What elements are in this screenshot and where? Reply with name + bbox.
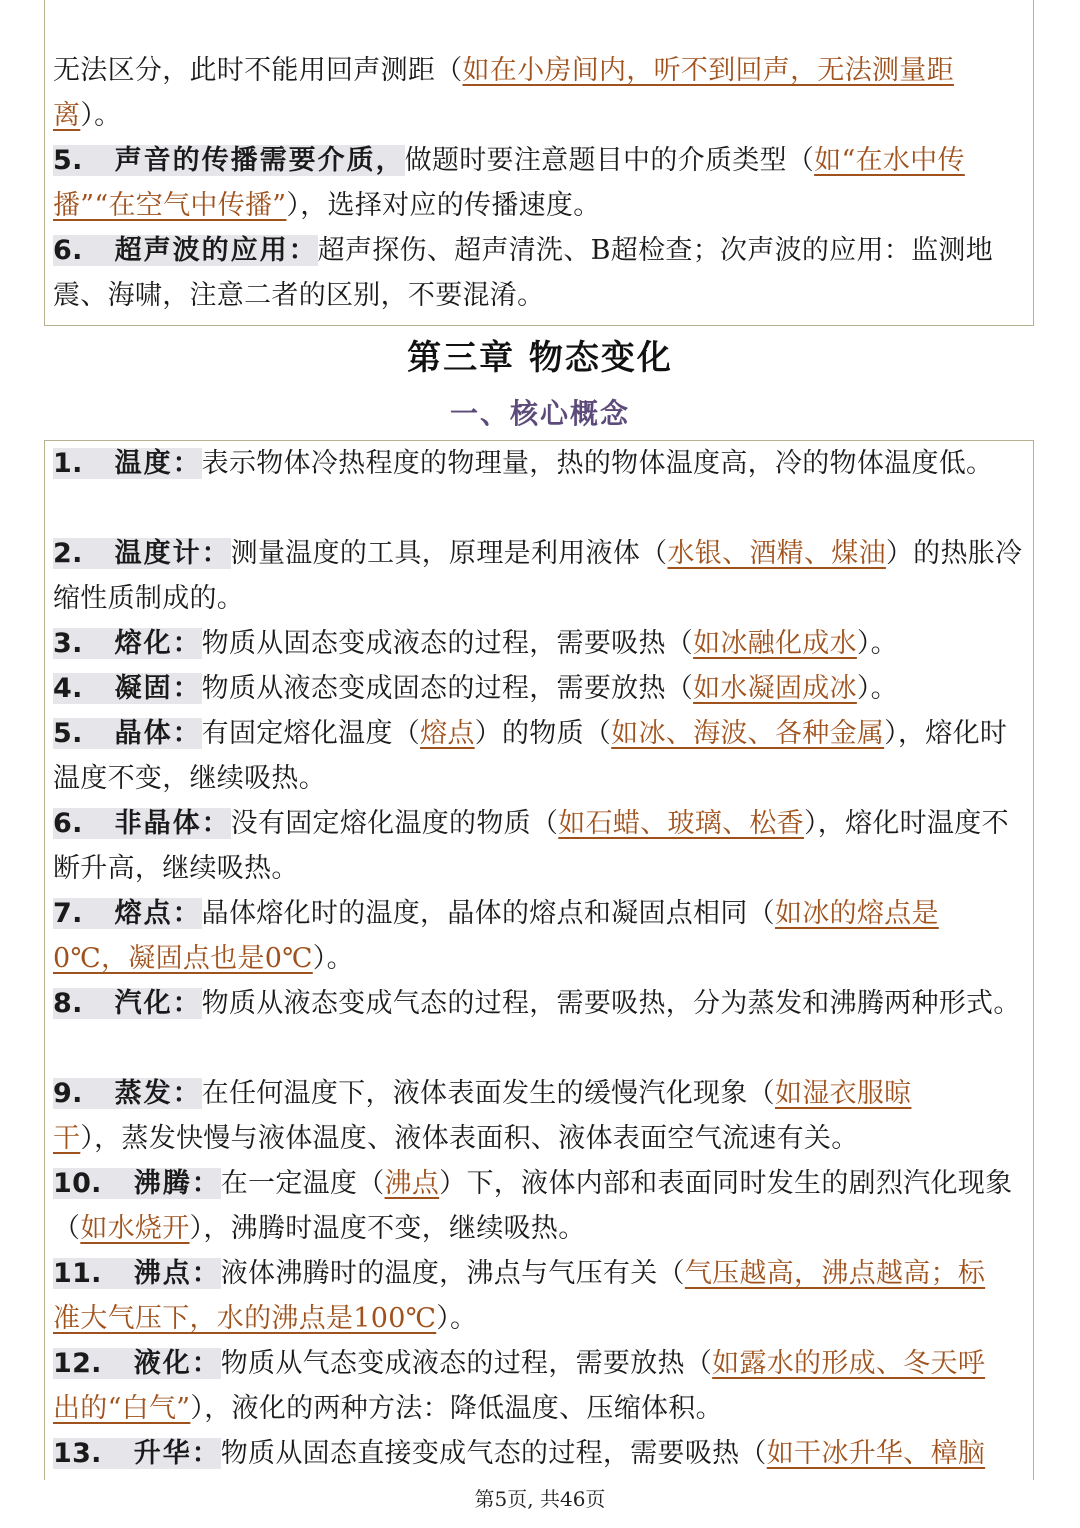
example-text: 熔点: [420, 718, 475, 749]
item-term: 沸腾：: [133, 1168, 221, 1199]
example-text: 气压越高，沸点越高；标: [684, 1258, 986, 1289]
chapter-title: 第三章 物态变化: [407, 338, 673, 378]
example-text: 如在小房间内，听不到回声，无法测量距: [462, 55, 954, 86]
paragraph-text: ）的物质（: [474, 718, 612, 749]
paragraph-text: ）。: [436, 1303, 478, 1334]
paragraph-text: ），蒸发快慢与液体温度、液体表面积、液体表面空气流速有关。: [80, 1123, 859, 1154]
list-item-11: [53, 1251, 1023, 1341]
item-number: 8.: [53, 988, 115, 1019]
item-term: 熔化：: [114, 628, 202, 659]
list-item-6: [53, 801, 1023, 891]
section-title: 一、核心概念: [449, 397, 630, 430]
item-term: 蒸发：: [114, 1078, 202, 1109]
paragraph-text: ），熔化时温度不断升高，继续吸热。: [53, 808, 1009, 884]
item-number: 2.: [53, 538, 115, 569]
item-term: 声音的传播需要介质，: [114, 145, 405, 176]
paragraph-text: ）的热胀冷缩性质制成的。: [53, 538, 1023, 614]
paragraph-text: ）下，液体内部和表面同时发生的剧烈汽化现象（: [53, 1168, 1013, 1244]
item-number: 10.: [53, 1168, 134, 1199]
item-term: 液化：: [133, 1348, 221, 1379]
example-text: 如冰融化成水: [693, 628, 857, 659]
item-term: 超声波的应用：: [114, 235, 318, 266]
example-text: 如冰的熔点是: [774, 898, 939, 929]
paragraph-text: ）。: [80, 100, 122, 131]
item-term: 升华：: [133, 1438, 221, 1469]
example-text: 准大气压下，水的沸点是100℃: [53, 1303, 437, 1334]
list-item-3: [53, 621, 1023, 666]
example-text: 离: [53, 100, 81, 131]
example-text: 沸点: [384, 1168, 440, 1199]
paragraph-text: ）。: [856, 673, 898, 704]
paragraph-text: ）。: [856, 628, 898, 659]
paragraph-text: 表示物体冷热程度的物理量，热的物体温度高，冷的物体温度低。: [201, 448, 994, 479]
paragraph-text: ），沸腾时温度不变，继续吸热。: [189, 1213, 586, 1244]
item-number: 6.: [53, 808, 115, 839]
continued-paragraph: [53, 48, 1023, 138]
item-number: 5.: [53, 145, 115, 176]
previous-section-box: [44, 0, 1034, 326]
item-number: 5.: [53, 718, 115, 749]
item-term: 非晶体：: [114, 808, 231, 839]
item-term: 汽化：: [114, 988, 202, 1019]
page-footer: 第5页, 共46页: [474, 1487, 606, 1511]
item-term: 凝固：: [114, 673, 202, 704]
example-text: 如石蜡、玻璃、松香: [558, 808, 804, 839]
paragraph-text: 没有固定熔化温度的物质（: [230, 808, 559, 839]
list-item-13: [53, 1431, 1023, 1476]
item-number: 11.: [53, 1258, 134, 1289]
example-text: 如冰、海波、各种金属: [611, 718, 885, 749]
paragraph-text: 测量温度的工具，原理是利用液体（: [230, 538, 668, 569]
list-item-7: [53, 891, 1023, 981]
item-term: 晶体：: [114, 718, 202, 749]
list-item-2: [53, 531, 1023, 621]
item-number: 12.: [53, 1348, 134, 1379]
example-text: 如水烧开: [80, 1213, 190, 1244]
example-text: 干: [53, 1123, 81, 1154]
paragraph-text: 物质从液态变成气态的过程，需要吸热，分为蒸发和沸腾两种形式。: [201, 988, 1021, 1019]
item-number: 4.: [53, 673, 115, 704]
item-term: 熔点：: [114, 898, 202, 929]
paragraph-text: 物质从固态变成液态的过程，需要吸热（: [201, 628, 694, 659]
list-item-5: [53, 711, 1023, 801]
paragraph-text: ），液化的两种方法：降低温度、压缩体积。: [190, 1393, 723, 1424]
paragraph-text: ），熔化时温度不变，继续吸热。: [53, 718, 1008, 794]
paragraph-text: 物质从固态直接变成气态的过程，需要吸热（: [220, 1438, 767, 1469]
list-item-1: [53, 441, 1023, 486]
paragraph-text: 在任何温度下，液体表面发生的缓慢汽化现象（: [201, 1078, 775, 1109]
example-text: 如干冰升华、樟脑: [766, 1438, 986, 1469]
example-text: 如“在水中传: [814, 145, 965, 176]
list-item-5: [53, 138, 1023, 228]
item-number: 7.: [53, 898, 115, 929]
list-item-10: [53, 1161, 1023, 1251]
example-text: 0℃，凝固点也是0℃: [53, 943, 313, 974]
item-number: 13.: [53, 1438, 134, 1469]
item-number: 6.: [53, 235, 115, 266]
paragraph-text: 液体沸腾时的温度，沸点与气压有关（: [220, 1258, 685, 1289]
item-number: 1.: [53, 448, 115, 479]
paragraph-text: 有固定熔化温度（: [201, 718, 421, 749]
example-text: 播”“在空气中传播”: [53, 190, 287, 221]
core-concepts-box: [44, 440, 1034, 1480]
paragraph-text: 超声探伤、超声清洗、B超检查；次声波的应用：监测地震、海啸，注意二者的区别，不要混淆。: [53, 235, 993, 311]
example-text: 出的“白气”: [53, 1393, 191, 1424]
paragraph-text: ），选择对应的传播速度。: [286, 190, 601, 221]
paragraph-text: 物质从液态变成固态的过程，需要放热（: [201, 673, 694, 704]
paragraph-text: 晶体熔化时的温度，晶体的熔点和凝固点相同（: [201, 898, 775, 929]
list-item-9: [53, 1071, 1023, 1161]
paragraph-text: 物质从气态变成液态的过程，需要放热（: [220, 1348, 713, 1379]
example-text: 水银、酒精、煤油: [667, 538, 886, 569]
item-term: 温度：: [114, 448, 202, 479]
example-text: 如露水的形成、冬天呼: [712, 1348, 986, 1379]
item-term: 温度计：: [114, 538, 231, 569]
paragraph-text: ）。: [312, 943, 354, 974]
paragraph-text: 无法区分，此时不能用回声测距（: [53, 55, 463, 86]
list-item-6: [53, 228, 1023, 318]
list-item-12: [53, 1341, 1023, 1431]
item-number: 9.: [53, 1078, 115, 1109]
paragraph-text: 做题时要注意题目中的介质类型（: [404, 145, 815, 176]
list-item-8: [53, 981, 1023, 1026]
item-number: 3.: [53, 628, 115, 659]
item-term: 沸点：: [133, 1258, 221, 1289]
example-text: 如水凝固成冰: [693, 673, 857, 704]
paragraph-text: 在一定温度（: [220, 1168, 385, 1199]
example-text: 如湿衣服晾: [774, 1078, 912, 1109]
list-item-4: [53, 666, 1023, 711]
